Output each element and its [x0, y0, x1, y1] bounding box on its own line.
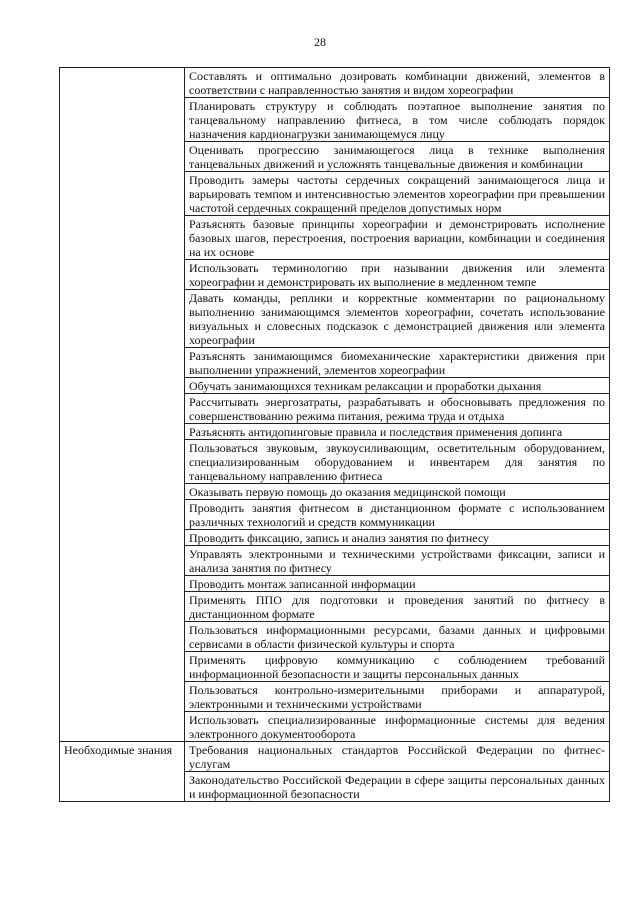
skill-item: Управлять электронными и техническими устройствами фиксации, записи и анализа занятия по фитнесу: [185, 546, 610, 576]
skill-item: Проводить занятия фитнесом в дистанционном формате с использованием различных технологий и средств коммуникации: [185, 500, 610, 530]
knowledge-section: [60, 742, 610, 802]
skill-item: Пользоваться звуковым, звукоусиливающим, осветительным оборудованием, специализированным оборудованием и инвентарем для занятия по танцевальному направлению фитнеса: [185, 440, 610, 484]
page-number: 28: [314, 35, 326, 49]
skill-item: Использовать специализированные информационные системы для ведения электронного документооборота: [185, 712, 610, 742]
skill-item: Использовать терминологию при назывании движения или элемента хореографии и демонстрировать их выполнение в медленном темпе: [185, 260, 610, 290]
skill-item: Проводить монтаж записанной информации: [185, 576, 610, 592]
skills-label-cell: [60, 68, 185, 742]
skill-item: Рассчитывать энергозатраты, разрабатывать и обосновывать предложения по совершенствованию режима питания, режима труда и отдыха: [185, 394, 610, 424]
skill-item: Проводить фиксацию, запись и анализ занятия по фитнесу: [185, 530, 610, 546]
skill-item: Планировать структуру и соблюдать поэтапное выполнение занятия по танцевальному направлению фитнеса, в том числе соблюдать порядок назначения кардионагрузки занимающемуся лицу: [185, 98, 610, 142]
table-row: [60, 742, 610, 772]
knowledge-label-cell: Необходимые знания: [60, 742, 185, 802]
skill-item: Составлять и оптимально дозировать комбинации движений, элементов в соответствии с направленностью занятия и видом хореографии: [185, 68, 610, 98]
skills-section: [60, 68, 610, 742]
skill-item: Применять ППО для подготовки и проведения занятий по фитнесу в дистанционном формате: [185, 592, 610, 622]
skill-item: Оказывать первую помощь до оказания медицинской помощи: [185, 484, 610, 500]
skill-item: Оценивать прогрессию занимающегося лица в технике выполнения танцевальных движений и усложнять танцевальные движения и комбинации: [185, 142, 610, 172]
table-row: [60, 68, 610, 98]
skill-item: Разъяснять занимающимся биомеханические характеристики движения при выполнении упражнений, элементов хореографии: [185, 348, 610, 378]
requirements-table: [59, 67, 610, 802]
knowledge-item: Требования национальных стандартов Российской Федерации по фитнес-услугам: [185, 742, 610, 772]
skill-item: Давать команды, реплики и корректные комментарии по рациональному выполнению занимающимся элементов хореографии, сочетать использование визуальных и словесных подсказок с демонстрацией движения или элемента хореографии: [185, 290, 610, 348]
skill-item: Пользоваться контрольно-измерительными приборами и аппаратурой, электронными и техническими устройствами: [185, 682, 610, 712]
skill-item: Разъяснять антидопинговые правила и последствия применения допинга: [185, 424, 610, 440]
skill-item: Обучать занимающихся техникам релаксации и проработки дыхания: [185, 378, 610, 394]
skill-item: Разъяснять базовые принципы хореографии и демонстрировать исполнение базовых шагов, перестроения, построения вариации, комбинации и соединения на их основе: [185, 216, 610, 260]
skill-item: Применять цифровую коммуникацию с соблюдением требований информационной безопасности и защиты персональных данных: [185, 652, 610, 682]
skill-item: Проводить замеры частоты сердечных сокращений занимающегося лица и варьировать темпом и интенсивностью элементов хореографии при превышении частотой сердечных сокращений пределов допустимых норм: [185, 172, 610, 216]
skill-item: Пользоваться информационными ресурсами, базами данных и цифровыми сервисами в области физической культуры и спорта: [185, 622, 610, 652]
knowledge-item: Законодательство Российской Федерации в сфере защиты персональных данных и информационной безопасности: [185, 772, 610, 802]
